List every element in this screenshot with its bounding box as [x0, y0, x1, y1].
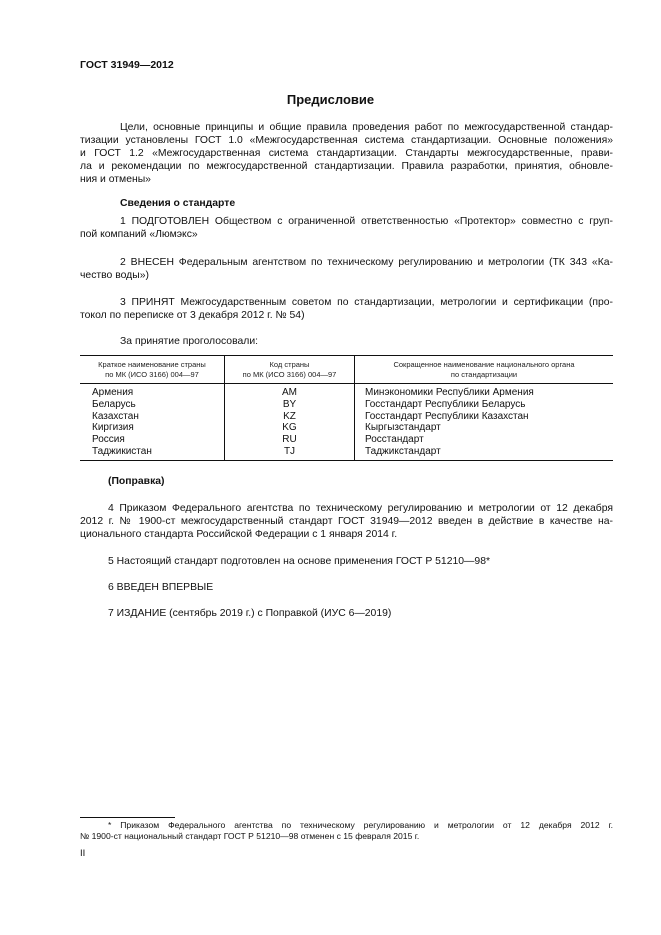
cell-country: Казахстан: [92, 410, 139, 422]
table-row: [80, 446, 613, 460]
item-1: [80, 215, 613, 241]
cell-code: KG: [225, 422, 355, 434]
agreement-table: [80, 355, 613, 461]
item-line: пой компаний «Люмэкс»: [80, 229, 198, 240]
table-row: [80, 434, 613, 446]
cell-country: Киргизия: [92, 422, 134, 434]
document-code: ГОСТ 31949—2012: [80, 59, 174, 71]
cell-authority: Госстандарт Республики Казахстан: [355, 411, 614, 423]
vote-label: За принятие проголосовали:: [120, 336, 259, 347]
footnote-line: № 1900-ст национальный стандарт ГОСТ Р 51210—98 отменен с 15 февраля 2015 г.: [80, 831, 420, 841]
footnote-line: * Приказом Федерального агентства по техническому регулированию и метрологии от 12 декабря 2012 г.: [108, 820, 613, 830]
header-country: Краткое наименование страны по МК (ИСО 3166) 004—97: [80, 356, 225, 384]
intro-paragraph: [80, 121, 613, 186]
page-title: Предисловие: [286, 92, 375, 107]
cell-country: Армения: [92, 387, 134, 398]
intro-line: и ГОСТ 1.2 «Межгосударственная система стандартизации. Стандарты межгосударственные, прави-: [80, 148, 613, 159]
item-2: [80, 256, 613, 282]
cell-authority: Таджикстандарт: [355, 446, 614, 460]
cell-code: TJ: [225, 446, 355, 460]
footnote: [80, 820, 613, 842]
item-7: 7 ИЗДАНИЕ (сентябрь 2019 г.) с Поправкой (ИУС 6—2019): [108, 608, 392, 619]
table-row: [80, 411, 613, 423]
header-code: Код страны по МК (ИСО 3166) 004—97: [225, 356, 355, 384]
item-3: [80, 296, 613, 322]
cell-code: BY: [225, 399, 355, 411]
cell-authority: Госстандарт Республики Беларусь: [355, 399, 614, 411]
intro-line: Цели, основные принципы и общие правила проведения работ по межгосударственной стандар-: [120, 122, 613, 133]
cell-country: Беларусь: [92, 398, 136, 410]
cell-authority: Росстандарт: [355, 434, 614, 446]
intro-line: ния и отмены»: [80, 174, 151, 185]
cell-authority: Кыргызстандарт: [355, 422, 614, 434]
amendment-label: (Поправка): [108, 476, 165, 487]
section-heading: Сведения о стандарте: [120, 198, 236, 209]
table-row: [80, 399, 613, 411]
cell-code: AM: [225, 384, 355, 399]
item-line: 2 ВНЕСЕН Федеральным агентством по техническому регулированию и метрологии (ТК 343 «Ка-: [120, 257, 613, 268]
table-header-row: [80, 356, 613, 384]
item-4: [80, 502, 613, 541]
item-line: 2012 г. № 1900-ст межгосударственный стандарт ГОСТ 31949—2012 введен в действие в качестве на-: [80, 516, 613, 527]
item-5: 5 Настоящий стандарт подготовлен на основе применения ГОСТ Р 51210—98*: [108, 556, 491, 567]
table-row: [80, 422, 613, 434]
item-6: 6 ВВЕДЕН ВПЕРВЫЕ: [108, 582, 214, 593]
item-line: 3 ПРИНЯТ Межгосударственным советом по стандартизации, метрологии и сертификации (про-: [120, 297, 613, 308]
item-line: чество воды»): [80, 270, 149, 281]
footnote-divider: [80, 817, 175, 818]
item-line: 1 ПОДГОТОВЛЕН Обществом с ограниченной ответственностью «Протектор» совместно с груп-: [120, 216, 613, 227]
cell-authority: Минэкономики Республики Армения: [355, 384, 614, 399]
intro-line: тизации установлены ГОСТ 1.0 «Межгосударственная система стандартизации. Основные положения»: [80, 135, 613, 146]
item-line: токол по переписке от 3 декабря 2012 г. № 54): [80, 310, 305, 321]
cell-country: Таджикистан: [80, 446, 225, 460]
cell-code: RU: [225, 434, 355, 446]
item-line: 4 Приказом Федерального агентства по техническому регулированию и метрологии от 12 декабря: [108, 503, 613, 514]
cell-code: KZ: [225, 411, 355, 423]
page-number: II: [80, 848, 86, 859]
cell-country: Россия: [92, 434, 125, 446]
header-authority: Сокращенное наименование национального органа по стандартизации: [355, 356, 614, 384]
table-row: [80, 384, 613, 399]
item-line: ционального стандарта Российской Федерации с 1 января 2014 г.: [80, 529, 398, 540]
intro-line: ла и рекомендации по межгосударственной стандартизации. Правила разработки, принятия, обновле-: [80, 161, 613, 172]
